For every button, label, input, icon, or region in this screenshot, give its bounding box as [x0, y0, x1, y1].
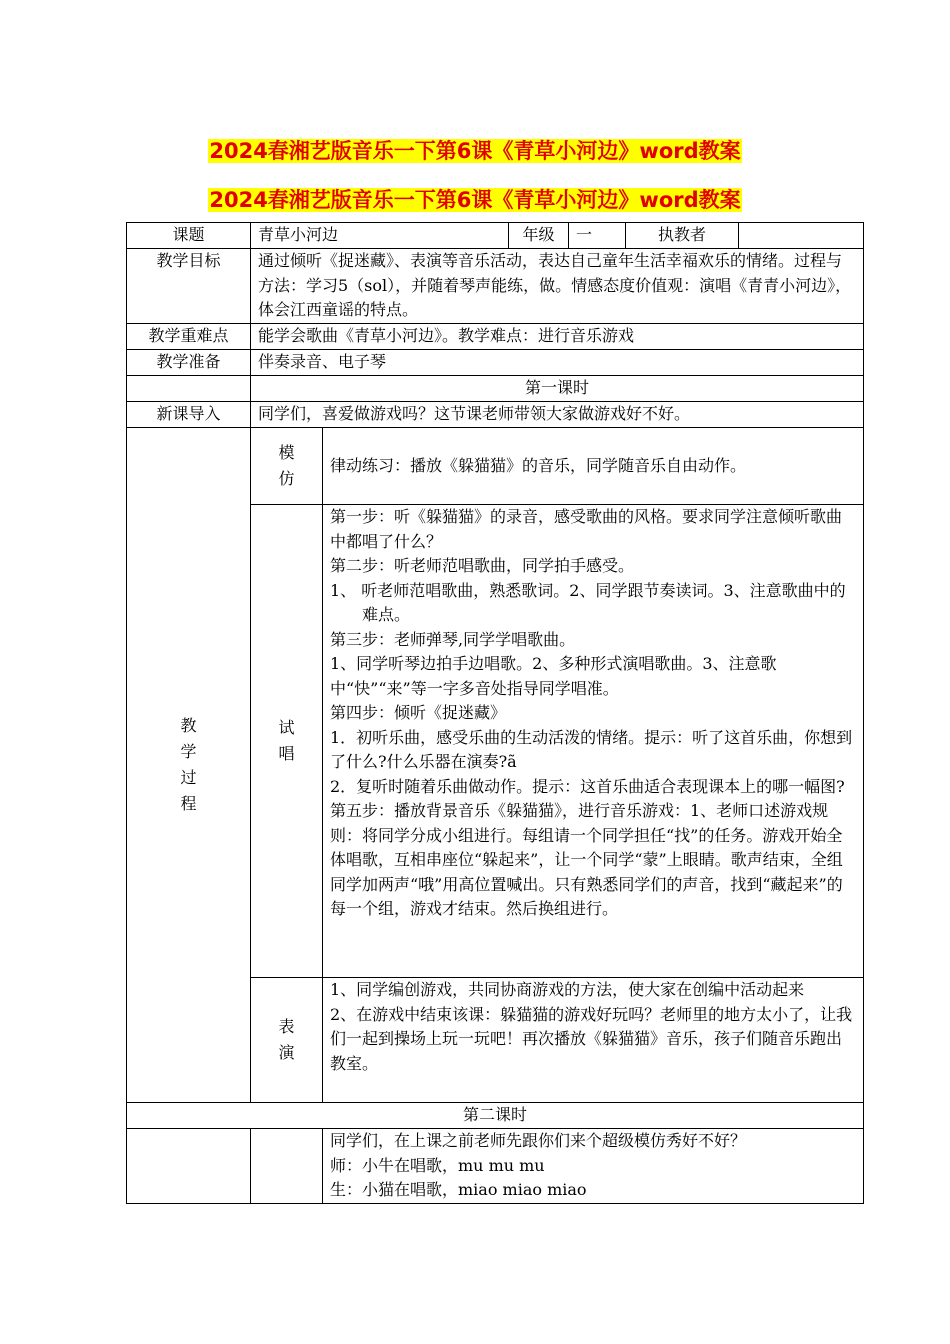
lesson1-heading: 第一课时: [251, 376, 864, 402]
lesson-plan-table: [126, 222, 864, 1204]
goals-text: 通过倾听《捉迷藏》、表演等音乐活动，表达自己童年生活幸福欢乐的情绪。过程与方法：学习5（sol），并随着琴声能练，做。情感态度价值观：演唱《青青小河边》，体会江西童谣的特点。: [251, 249, 864, 324]
empty-cell: [127, 376, 251, 402]
sing-step-4-item-2: 2．复听时随着乐曲做动作。提示：这首乐曲适合表现课本上的哪一幅图?: [330, 776, 845, 796]
prep-label: 教学准备: [127, 350, 251, 376]
perform-item-1: 1、同学编创游戏，共同协商游戏的方法，使大家在创编中活动起来: [330, 980, 805, 999]
keypoints-row: [127, 324, 864, 350]
sing-step-2: 第二步：听老师范唱歌曲，同学拍手感受。: [330, 556, 635, 575]
sing-step-3: 第三步：老师弹琴,同学学唱歌曲。: [330, 629, 576, 649]
sing-label: 试 唱: [251, 505, 323, 978]
imitate-text: 律动练习：播放《躲猫猫》的音乐，同学随音乐自由动作。: [323, 428, 864, 505]
keypoints-label: 教学重难点: [127, 324, 251, 350]
goals-label: 教学目标: [127, 249, 251, 324]
lesson2-text: [323, 1129, 864, 1204]
sing-steps: [323, 505, 864, 978]
sing-step-3-detail: 1、同学听琴边拍手边唱歌。2、多种形式演唱歌曲。3、注意歌中“快”“来”等一字多音处指导同学唱准。: [330, 654, 777, 698]
lesson1-heading-row: [127, 376, 864, 402]
lesson2-line-1: 同学们，在上课之前老师先跟你们来个超级模仿秀好不好？: [330, 1131, 747, 1150]
prep-text: 伴奏录音、电子琴: [251, 350, 864, 376]
goals-row: [127, 249, 864, 324]
perform-text: [323, 978, 864, 1103]
teacher-label: 执教者: [626, 223, 739, 249]
document-title-repeat: 2024春湘艺版音乐一下第6课《青草小河边》word教案: [209, 188, 741, 212]
perform-label: 表 演: [251, 978, 323, 1103]
sing-step-4: 第四步：倾听《捉迷藏》: [330, 703, 507, 722]
empty-cell: [127, 1129, 251, 1204]
grade-label: 年级: [509, 223, 569, 249]
sing-step-4-item-1: 1．初听乐曲，感受乐曲的生动活泼的情绪。提示：听了这首乐曲，你想到了什么?什么乐器在演奏?ã: [330, 727, 853, 771]
subject-label: 课题: [127, 223, 251, 249]
empty-cell: [251, 1129, 323, 1204]
grade-value: 一: [569, 223, 626, 249]
intro-label: 新课导入: [127, 402, 251, 428]
keypoints-text: 能学会歌曲《青草小河边》。教学难点：进行音乐游戏: [251, 324, 864, 350]
document-title: 2024春湘艺版音乐一下第6课《青草小河边》word教案: [209, 139, 741, 163]
lesson2-heading-row: [127, 1103, 864, 1129]
sing-step-2-detail: 1、 听老师范唱歌曲，熟悉歌词。2、同学跟节奏读词。3、注意歌曲中的难点。: [330, 580, 846, 624]
imitate-label: 模 仿: [251, 428, 323, 505]
intro-text: 同学们，喜爱做游戏吗？这节课老师带领大家做游戏好不好。: [251, 402, 864, 428]
perform-item-2: 2、在游戏中结束该课：躲猫猫的游戏好玩吗？老师里的地方太小了，让我们一起到操场上玩一玩吧！再次播放《躲猫猫》音乐，孩子们随音乐跑出教室。: [330, 1004, 853, 1073]
lesson2-line-3: 生：小猫在唱歌，miao miao miao: [330, 1180, 587, 1199]
sing-step-1: 第一步：听《躲猫猫》的录音，感受歌曲的风格。要求同学注意倾听歌曲中都唱了什么？: [330, 507, 843, 551]
sing-step-5: 第五步：播放背景音乐《躲猫猫》，进行音乐游戏：1、老师口述游戏规则：将同学分成小组进行。每组请一个同学担任“找”的任务。游戏开始全体唱歌，互相串座位“躲起来”，让一个同学“蒙”上眼睛。歌声结束，全组同学加两声“哦”用高位置喊出。只有熟悉同学们的声音，找到“藏起来”的每一个组，游戏才结束。然后换组进行。: [330, 801, 843, 918]
teacher-value: [739, 223, 864, 249]
lesson2-line-2: 师：小牛在唱歌，mu mu mu: [330, 1155, 545, 1175]
intro-row: [127, 402, 864, 428]
imitate-row: [127, 428, 864, 505]
process-label: 教 学 过 程: [127, 428, 251, 1103]
lesson2-heading: 第二课时: [127, 1103, 864, 1129]
lesson2-row: [127, 1129, 864, 1204]
subject-value: 青草小河边: [251, 223, 509, 249]
prep-row: [127, 350, 864, 376]
header-row: [127, 223, 864, 249]
